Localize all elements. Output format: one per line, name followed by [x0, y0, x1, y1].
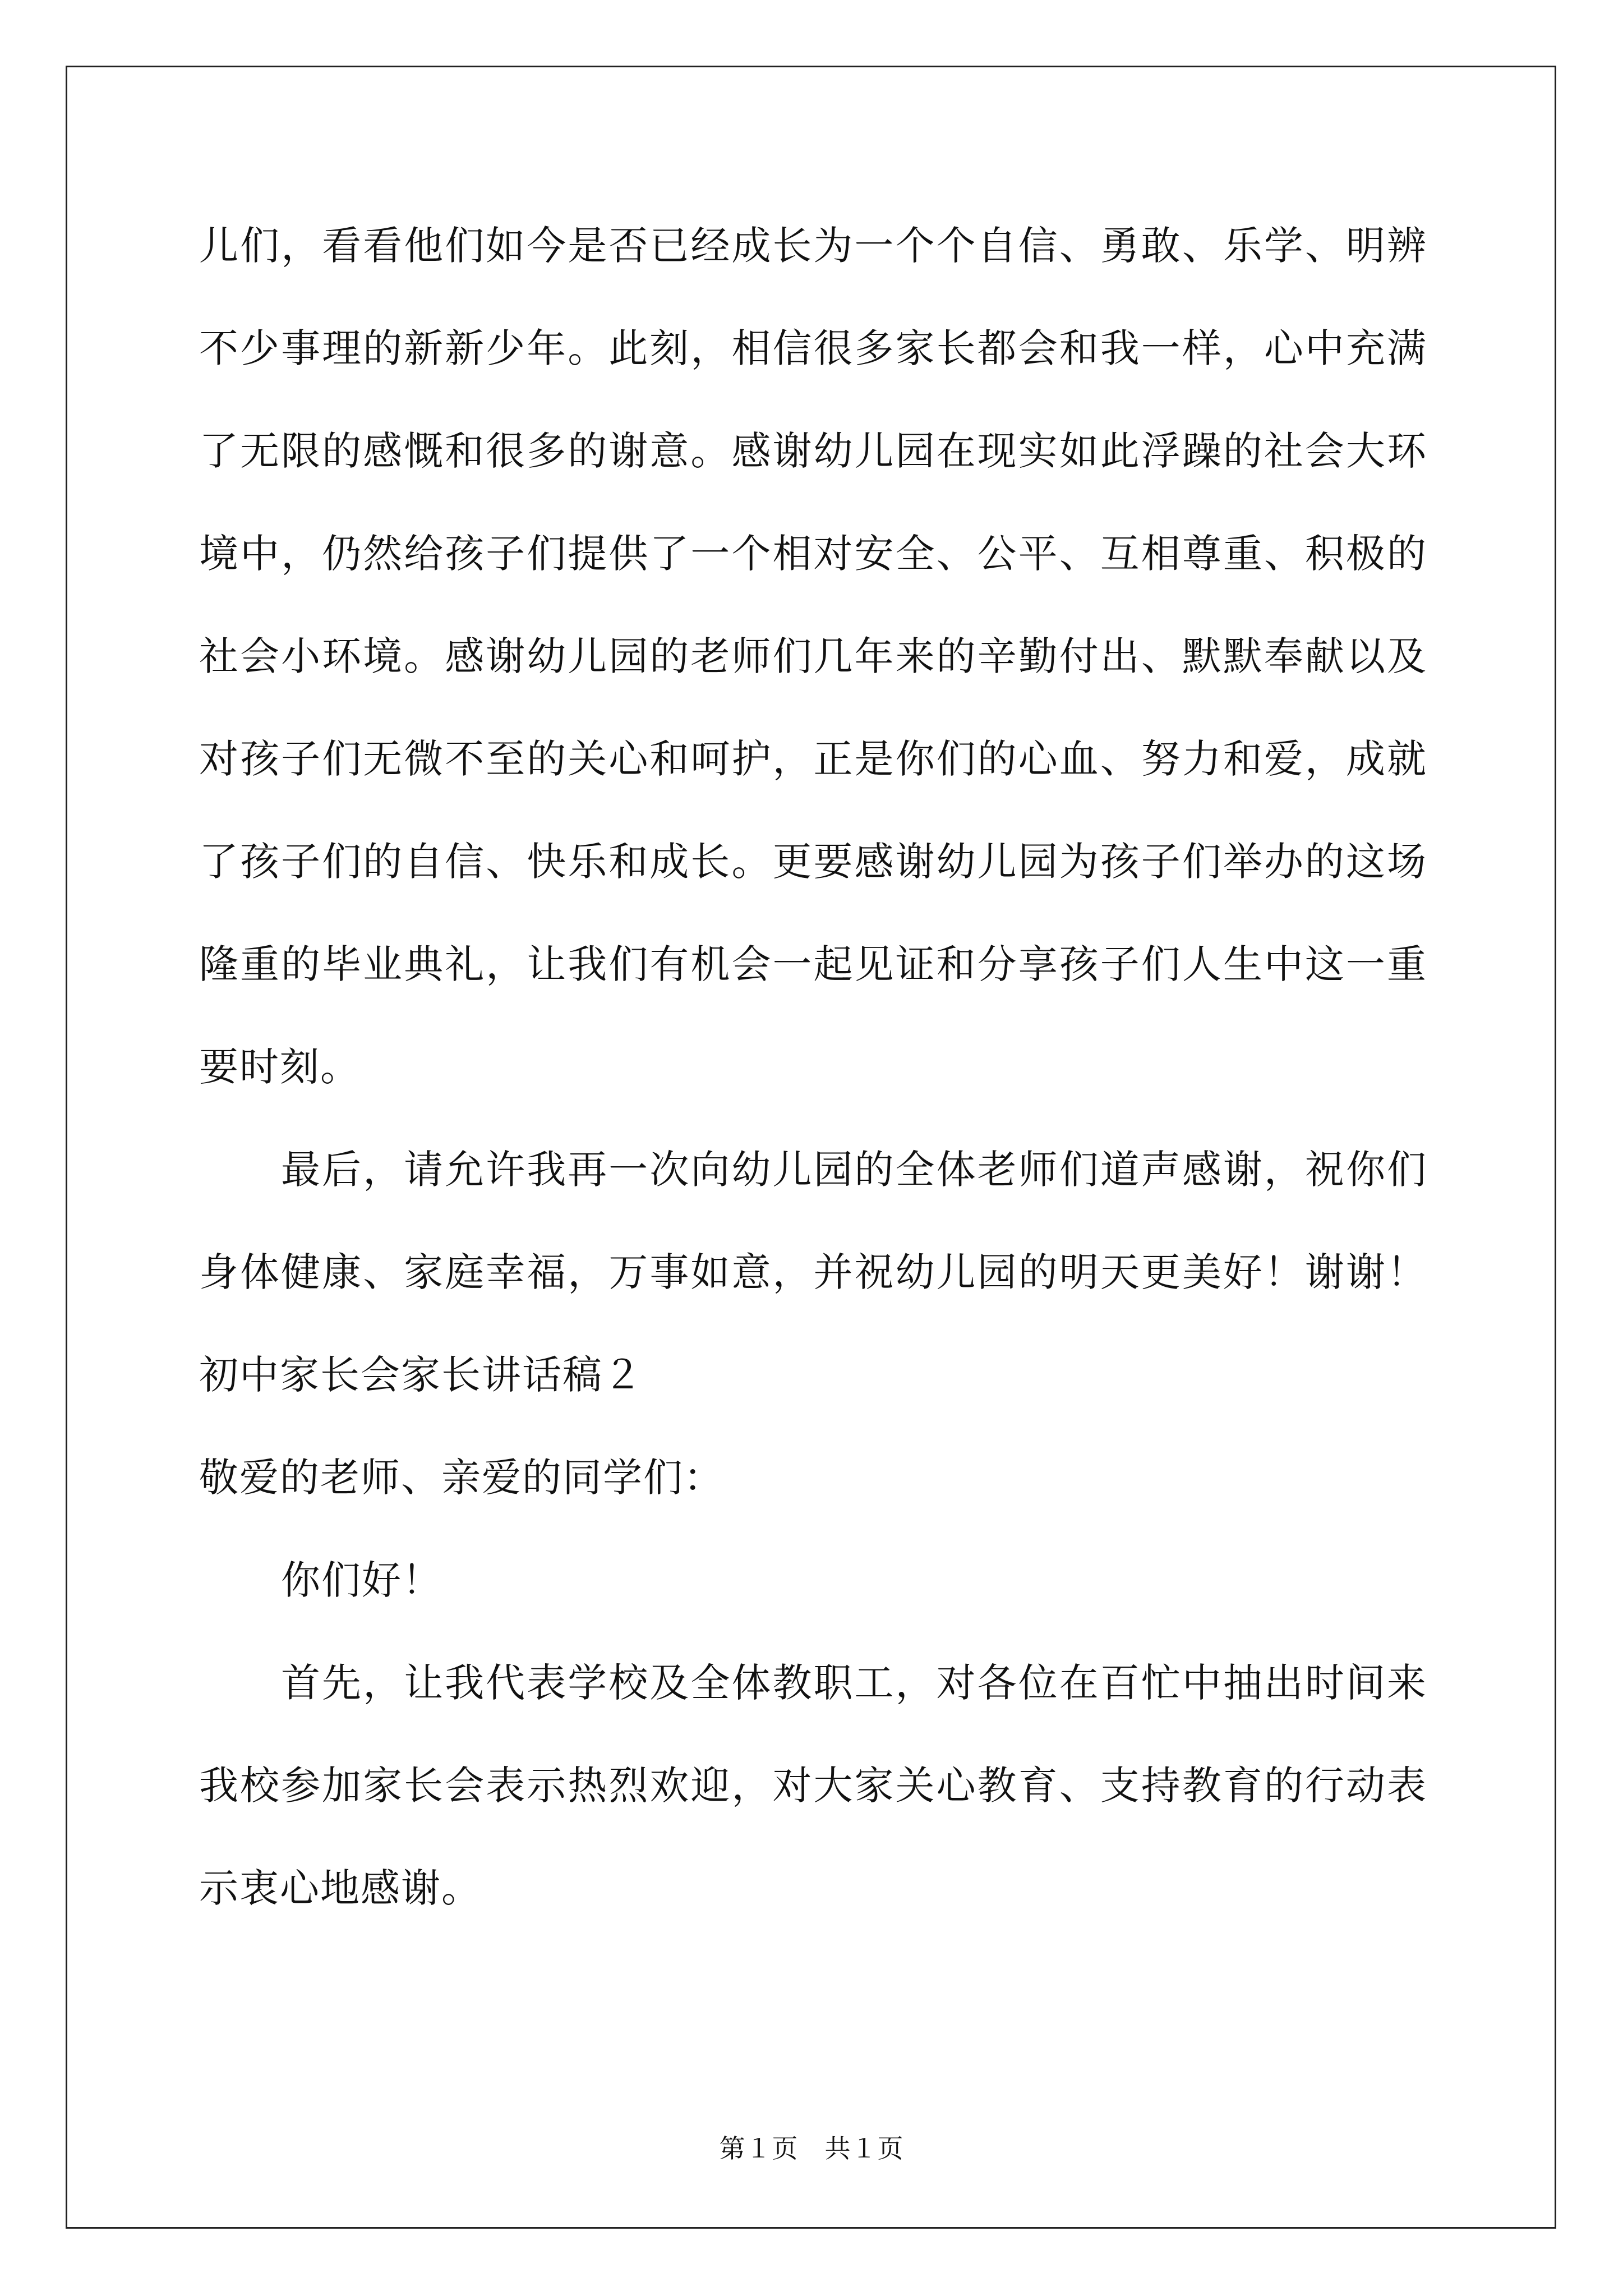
text-line: 社会小环境。感谢幼儿园的老师们几年来的辛勤付出、默默奉献以及 — [199, 633, 1427, 679]
text-line: 对孩子们无微不至的关心和呵护，正是你们的心血、努力和爱，成就 — [199, 736, 1427, 782]
text-line: 了无限的感慨和很多的谢意。感谢幼儿园在现实如此浮躁的社会大环 — [199, 428, 1427, 474]
text-line: 示衷心地感谢。 — [199, 1865, 482, 1911]
paragraph-start: 首先，让我代表学校及全体教职工，对各位在百忙中抽出时间来 — [281, 1660, 1427, 1706]
text-line: 要时刻。 — [199, 1044, 361, 1090]
page-number-footer: 第１页 共１页 — [719, 2133, 904, 2164]
text-line: 境中，仍然给孩子们提供了一个相对安全、公平、互相尊重、积极的 — [199, 531, 1427, 577]
text-line: 我校参加家长会表示热烈欢迎，对大家关心教育、支持教育的行动表 — [199, 1763, 1427, 1809]
greeting: 你们好！ — [281, 1557, 442, 1603]
text-line: 隆重的毕业典礼，让我们有机会一起见证和分享孩子们人生中这一重 — [199, 941, 1427, 987]
section-title: 初中家长会家长讲话稿２ — [199, 1352, 643, 1398]
salutation: 敬爱的老师、亲爱的同学们： — [199, 1455, 724, 1501]
text-line: 了孩子们的自信、快乐和成长。更要感谢幼儿园为孩子们举办的这场 — [199, 839, 1427, 885]
document-body — [199, 219, 1427, 1915]
text-line: 身体健康、家庭幸福，万事如意，并祝幼儿园的明天更美好！谢谢！ — [199, 1249, 1427, 1295]
paragraph-start: 最后，请允许我再一次向幼儿园的全体老师们道声感谢，祝你们 — [281, 1147, 1427, 1193]
text-line: 儿们，看看他们如今是否已经成长为一个个自信、勇敢、乐学、明辨 — [199, 223, 1427, 269]
text-line: 不少事理的新新少年。此刻，相信很多家长都会和我一样，心中充满 — [199, 325, 1427, 371]
